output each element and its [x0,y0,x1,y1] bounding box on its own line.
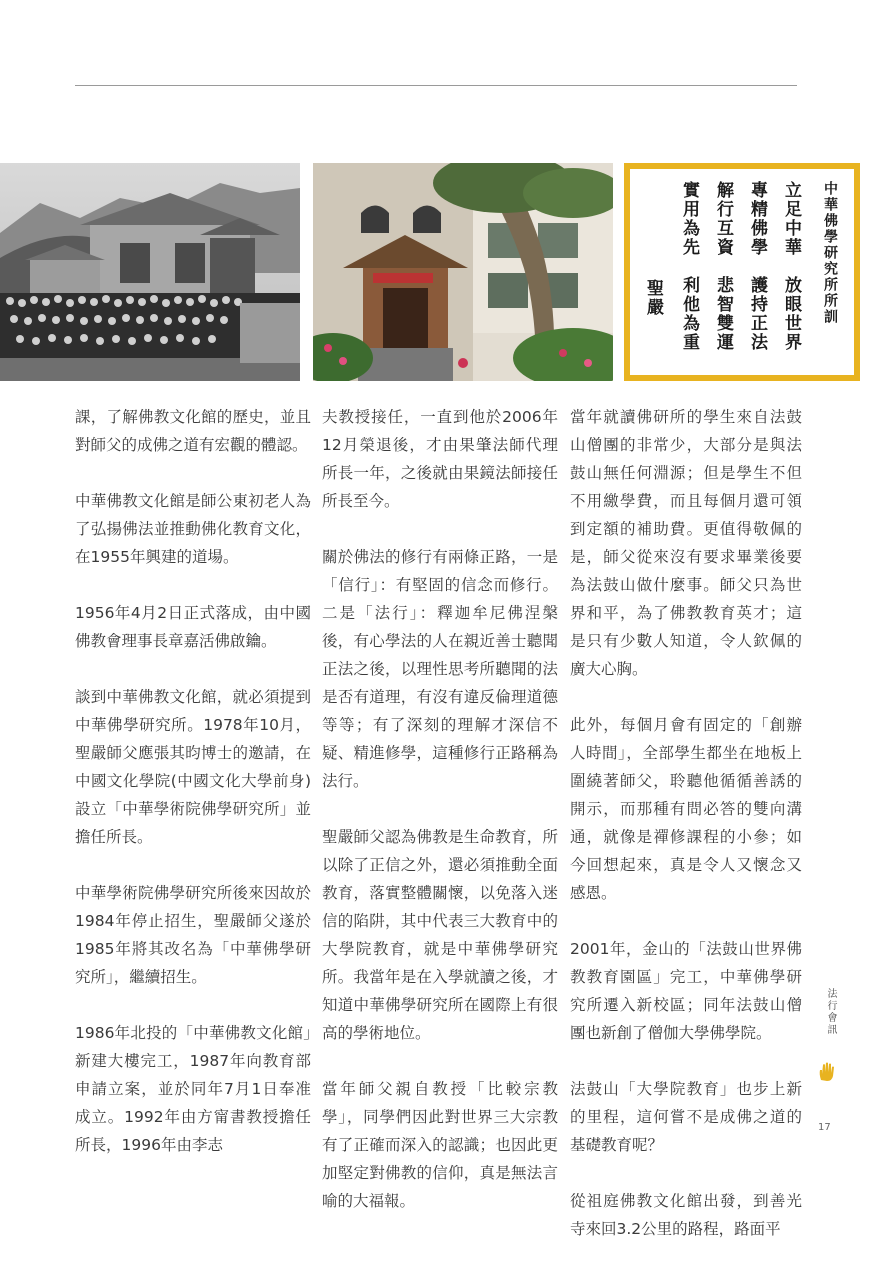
paragraph: 從祖庭佛教文化館出發，到善光寺來回3.2公里的路程，路面平 [570,1192,802,1238]
historic-group-photo [0,163,300,381]
paragraph: 關於佛法的修行有兩條正路，一是「信行」：有堅固的信念而修行。二是「法行」：釋迦牟尼佛涅槃後，有心學法的人在親近善士聽聞正法之後，以理性思考所聽聞的法是否有道理，有沒有違反倫理道德等等；有了深刻的理解才深信不疑、精進修學，這種修行正路稱為法行。 [322,548,558,790]
calligraphy-title: 中華佛學研究所所訓 [822,181,838,325]
text-column-2 [322,403,558,1243]
calligraphy-signature: 聖嚴 [643,279,663,317]
magazine-name: 法行會訊 [825,988,836,1036]
top-divider [75,85,797,86]
paragraph: 中華學術院佛學研究所後來因故於1984年停止招生，聖嚴師父遂於1985年將其改名為「中華佛學研究所」，繼續招生。 [75,884,311,986]
paragraph: 1986年北投的「中華佛教文化館」新建大樓完工，1987年向教育部申請立案，並於同年7月1日奉准成立。1992年由方甯書教授擔任所長，1996年由李志 [75,1024,311,1154]
hand-logo-icon [818,1062,836,1082]
paragraph: 夫教授接任，一直到他於2006年12月榮退後，才由果肇法師代理所長一年，之後就由果鏡法師接任所長至今。 [322,408,558,510]
temple-entrance-photo [313,163,613,381]
paragraph: 2001年，金山的「法鼓山世界佛教教育園區」完工，中華佛學研究所遷入新校區；同年法鼓山僧團也新創了僧伽大學佛學院。 [570,940,802,1042]
page-number: 17 [818,1122,831,1133]
paragraph: 聖嚴師父認為佛教是生命教育，所以除了正信之外，還必須推動全面教育，落實整體關懷，以免落入迷信的陷阱，其中代表三大教育中的大學院教育，就是中華佛學研究所。我當年是在入學就讀之後，才知道中華佛學研究所在國際上有很高的學術地位。 [322,828,558,1042]
text-column-3 [570,403,802,1271]
paragraph: 當年師父親自教授「比較宗教學」，同學們因此對世界三大宗教有了正確而深入的認識；也因此更加堅定對佛教的信仰，真是無法言喻的大福報。 [322,1080,558,1210]
calligraphy-line-2: 專精佛學 護持正法 [747,181,767,352]
paragraph: 此外，每個月會有固定的「創辦人時間」，全部學生都坐在地板上圍繞著師父，聆聽他循循善誘的開示，而那種有問必答的雙向溝通，就像是禪修課程的小參；如今回想起來，真是令人又懷念又感恩。 [570,716,802,902]
paragraph: 中華佛教文化館是師公東初老人為了弘揚佛法並推動佛化教育文化，在1955年興建的道場。 [75,492,311,566]
calligraphy-panel [624,163,860,381]
paragraph: 1956年4月2日正式落成，由中國佛教會理事長章嘉活佛啟鑰。 [75,604,311,650]
calligraphy-line-4: 實用為先 利他為重 [679,181,699,352]
calligraphy-line-1: 立足中華 放眼世界 [781,181,801,352]
calligraphy-line-3: 解行互資 悲智雙運 [713,181,733,352]
paragraph: 課，了解佛教文化館的歷史，並且對師父的成佛之道有宏觀的體認。 [75,408,311,454]
paragraph: 當年就讀佛研所的學生來自法鼓山僧團的非常少，大部分是與法鼓山無任何淵源；但是學生不但不用繳學費，而且每個月還可領到定額的補助費。更值得敬佩的是，師父從來沒有要求畢業後要為法鼓山做什麼事。師父只為世界和平，為了佛教教育英才；這是只有少數人知道，令人欽佩的廣大心胸。 [570,408,802,678]
text-column-1 [75,403,311,1187]
paragraph: 法鼓山「大學院教育」也步上新的里程，這何嘗不是成佛之道的基礎教育呢？ [570,1080,802,1154]
paragraph: 談到中華佛教文化館，就必須提到中華佛學研究所。1978年10月，聖嚴師父應張其昀博士的邀請，在中國文化學院(中國文化大學前身)設立「中華學術院佛學研究所」並擔任所長。 [75,688,311,846]
